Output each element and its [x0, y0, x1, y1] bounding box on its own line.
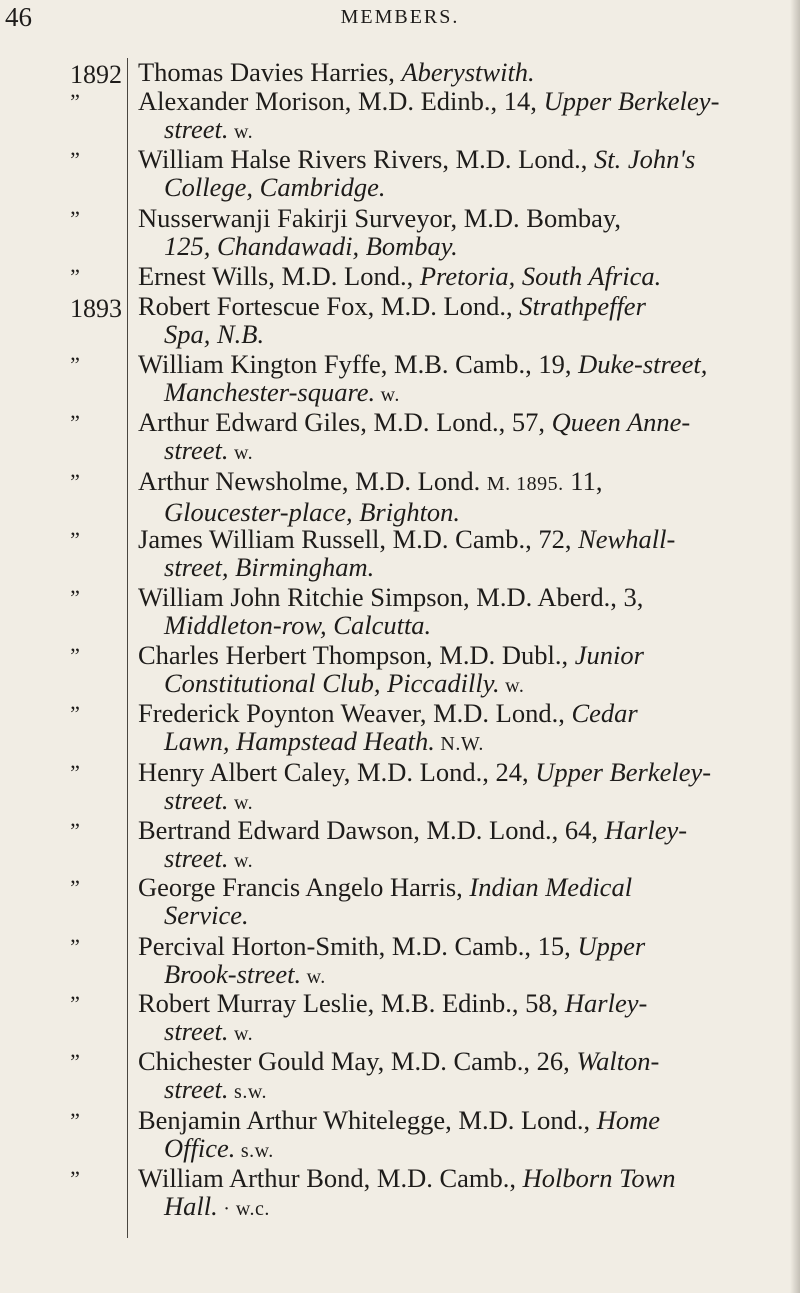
member-entry	[138, 1106, 778, 1165]
member-address: College, Cambridge.	[164, 172, 386, 202]
entry-continuation	[138, 901, 778, 929]
entry-continuation	[138, 786, 778, 817]
member-address: 125, Chandawadi, Bombay.	[164, 231, 458, 261]
member-name: Alexander Morison, M.D. Edinb., 14,	[138, 86, 544, 116]
member-address: Aberystwith.	[401, 57, 535, 87]
entry-line	[138, 350, 778, 378]
entry-line	[138, 467, 778, 498]
member-address: Duke-street,	[578, 349, 708, 379]
entry-line	[138, 583, 778, 611]
entry-continuation	[138, 378, 778, 409]
entry-line	[138, 292, 778, 320]
postal-district: w.	[301, 966, 326, 988]
member-name: William John Ritchie Simpson, M.D. Aberd., 3,	[138, 582, 644, 612]
entry-line	[138, 758, 778, 786]
member-address: Queen Anne-	[551, 407, 691, 437]
member-name: James William Russell, M.D. Camb., 72,	[138, 524, 579, 554]
entry-continuation	[138, 1192, 778, 1223]
ditto-mark: ”	[70, 875, 80, 900]
entry-continuation	[138, 611, 778, 639]
ditto-mark: ”	[70, 643, 80, 668]
member-name: Chichester Gould May, M.D. Camb., 26,	[138, 1046, 577, 1076]
entry-line	[138, 699, 778, 727]
ditto-mark: ”	[70, 89, 80, 114]
entry-continuation	[138, 436, 778, 467]
member-name: Frederick Poynton Weaver, M.D. Lond.,	[138, 698, 572, 728]
postal-district: w.	[228, 1023, 254, 1045]
ditto-mark: ”	[70, 147, 80, 172]
entry-continuation	[138, 320, 778, 348]
member-entry	[138, 989, 778, 1048]
member-entry	[138, 583, 778, 639]
postal-district: w.	[499, 675, 525, 697]
ditto-mark: ”	[70, 352, 80, 377]
member-entry	[138, 758, 778, 817]
entry-continuation	[138, 553, 778, 581]
member-entry	[138, 204, 778, 260]
member-address: street.	[164, 1074, 229, 1104]
entry-continuation	[138, 1134, 778, 1165]
postal-district: w.	[228, 792, 254, 814]
member-address: Strathpeffer	[519, 291, 646, 321]
member-entry	[138, 350, 778, 409]
entry-continuation	[138, 960, 778, 991]
entry-continuation	[138, 232, 778, 260]
member-address: Walton-	[576, 1046, 660, 1076]
member-address: Newhall-	[578, 524, 676, 554]
entry-continuation	[138, 498, 778, 526]
member-entry	[138, 145, 778, 201]
member-address: street.	[164, 114, 229, 144]
member-name: William Kington Fyffe, M.B. Camb., 19,	[138, 349, 579, 379]
member-address: Service.	[164, 900, 249, 930]
member-name: William Arthur Bond, M.D. Camb.,	[138, 1163, 523, 1193]
entry-line	[138, 525, 778, 553]
member-address: street.	[164, 843, 229, 873]
entry-line	[138, 408, 778, 436]
ditto-mark: ”	[70, 527, 80, 552]
member-address: St. John's	[594, 144, 696, 174]
member-entry	[138, 467, 778, 526]
ditto-mark: ”	[70, 585, 80, 610]
entry-line	[138, 262, 778, 290]
postal-district: w.	[228, 121, 254, 143]
postal-district: w.	[375, 384, 400, 406]
entry-line	[138, 204, 778, 232]
postal-district: N.W.	[434, 733, 484, 755]
entry-continuation	[138, 1017, 778, 1048]
member-address: street.	[164, 1016, 229, 1046]
member-address: Cedar	[571, 698, 638, 728]
member-entry	[138, 641, 778, 700]
postal-district: w.	[228, 442, 254, 464]
ditto-mark: ”	[70, 991, 80, 1016]
member-entry	[138, 873, 778, 929]
member-entry	[138, 262, 778, 290]
member-name: Henry Albert Caley, M.D. Lond., 24,	[138, 757, 536, 787]
entry-line	[138, 145, 778, 173]
member-entry	[138, 932, 778, 991]
member-name: Thomas Davies Harries,	[138, 57, 402, 87]
member-name: Benjamin Arthur Whitelegge, M.D. Lond.,	[138, 1105, 597, 1135]
member-note: M. 1895.	[486, 473, 564, 495]
entry-line	[138, 873, 778, 901]
member-address: street.	[164, 785, 229, 815]
member-entry	[138, 1047, 778, 1106]
member-address: Holborn Town	[522, 1163, 676, 1193]
entry-continuation	[138, 844, 778, 875]
member-entry	[138, 1164, 778, 1223]
member-entry	[138, 525, 778, 581]
entry-continuation	[138, 115, 778, 146]
running-head: MEMBERS.	[340, 6, 460, 28]
postal-district: s.w.	[235, 1140, 274, 1162]
page-number: 46	[5, 2, 32, 32]
ditto-mark: ”	[70, 1166, 80, 1191]
member-address: Constitutional Club, Piccadilly.	[164, 668, 500, 698]
member-name: George Francis Angelo Harris,	[138, 872, 470, 902]
postal-district: · w.c.	[217, 1198, 270, 1220]
member-name: William Halse Rivers Rivers, M.D. Lond.,	[138, 144, 594, 174]
entry-line	[138, 641, 778, 669]
ditto-mark: ”	[70, 1108, 80, 1133]
entry-line	[138, 58, 778, 86]
member-address: street.	[164, 435, 229, 465]
ditto-mark: ”	[70, 934, 80, 959]
entry-line	[138, 816, 778, 844]
entry-line	[138, 1164, 778, 1192]
entry-line	[138, 1106, 778, 1134]
member-address: Upper Berkeley-	[543, 86, 720, 116]
member-name: Nusserwanji Fakirji Surveyor, M.D. Bombay,	[138, 203, 622, 233]
ditto-mark: ”	[70, 469, 80, 494]
member-address: Spa, N.B.	[164, 319, 265, 349]
ditto-mark: ”	[70, 206, 80, 231]
member-entry	[138, 292, 778, 348]
member-name: Percival Horton-Smith, M.D. Camb., 15,	[138, 931, 578, 961]
member-address: Office.	[164, 1133, 236, 1163]
postal-district: s.w.	[228, 1081, 267, 1103]
year-label: 1892	[70, 60, 122, 89]
ditto-mark: ”	[70, 1049, 80, 1074]
member-address: Upper	[577, 931, 646, 961]
member-name: Arthur Edward Giles, M.D. Lond., 57,	[138, 407, 552, 437]
member-name: Robert Murray Leslie, M.B. Edinb., 58,	[138, 988, 565, 1018]
entry-continuation	[138, 1075, 778, 1106]
entry-continuation	[138, 173, 778, 201]
ditto-mark: ”	[70, 818, 80, 843]
member-entry	[138, 408, 778, 467]
member-address: street, Birmingham.	[164, 552, 375, 582]
member-name: Robert Fortescue Fox, M.D. Lond.,	[138, 291, 520, 321]
member-address-number: 11,	[563, 466, 603, 496]
member-name: Charles Herbert Thompson, M.D. Dubl.,	[138, 640, 575, 670]
member-name: Ernest Wills, M.D. Lond.,	[138, 261, 420, 291]
entry-continuation	[138, 727, 778, 758]
member-address: Harley-	[564, 988, 648, 1018]
member-address: Upper Berkeley-	[535, 757, 712, 787]
member-entry	[138, 699, 778, 758]
member-entry	[138, 87, 778, 146]
member-entry	[138, 816, 778, 875]
entry-line	[138, 1047, 778, 1075]
ditto-mark: ”	[70, 264, 80, 289]
member-address: Manchester-square.	[164, 377, 376, 407]
postal-district: w.	[228, 850, 254, 872]
entry-line	[138, 989, 778, 1017]
ditto-mark: ”	[70, 701, 80, 726]
ditto-mark: ”	[70, 760, 80, 785]
member-address: Home	[596, 1105, 661, 1135]
year-label: 1893	[70, 294, 122, 323]
page-edge-shadow	[790, 0, 800, 1293]
member-name: Bertrand Edward Dawson, M.D. Lond., 64,	[138, 815, 605, 845]
member-address: Hall.	[164, 1191, 218, 1221]
member-address: Pretoria, South Africa.	[419, 261, 662, 291]
member-address: Gloucester-place, Brighton.	[164, 497, 461, 527]
member-address: Harley-	[604, 815, 688, 845]
member-entry	[138, 58, 778, 86]
ditto-mark: ”	[70, 410, 80, 435]
entry-line	[138, 932, 778, 960]
member-address: Indian Medical	[469, 872, 633, 902]
member-address: Junior	[574, 640, 644, 670]
entry-line	[138, 87, 778, 115]
entry-continuation	[138, 669, 778, 700]
member-address: Middleton-row, Calcutta.	[164, 610, 432, 640]
member-address: Brook-street.	[164, 959, 302, 989]
member-address: Lawn, Hampstead Heath.	[164, 726, 435, 756]
member-name: Arthur Newsholme, M.D. Lond.	[138, 466, 487, 496]
margin-rule	[127, 58, 128, 1238]
